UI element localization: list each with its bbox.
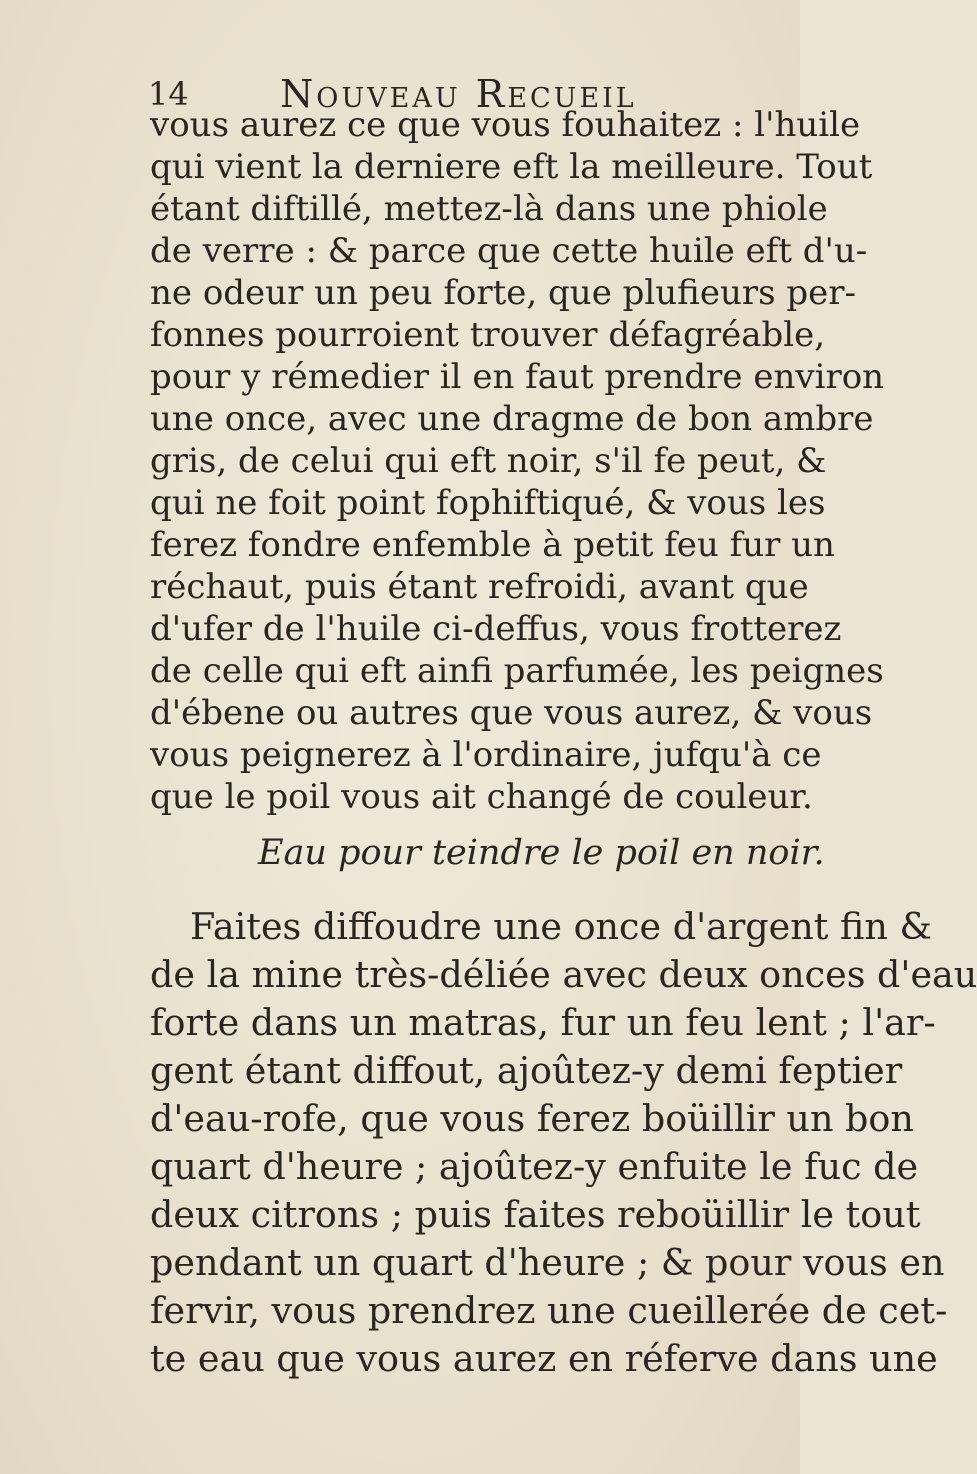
text-line: étant diftillé, mettez-là dans une phiole: [150, 189, 828, 229]
text-line: Faites diffoudre une once d'argent fin &: [190, 905, 932, 948]
text-line: qui vient la derniere eft la meilleure. Tout: [150, 147, 873, 187]
text-line: d'ébene ou autres que vous aurez, & vous: [150, 693, 873, 733]
text-line: pour y rémedier il en faut prendre environ: [150, 357, 885, 397]
text-line: gris, de celui qui eft noir, s'il fe peut, &: [150, 441, 827, 481]
text-line: fervir, vous prendrez une cueillerée de cet-: [150, 1289, 948, 1332]
text-line: d'ufer de l'huile ci-deffus, vous frotterez: [150, 609, 842, 649]
text-line: ferez fondre enfemble à petit feu fur un: [150, 525, 835, 565]
text-line: fonnes pourroient trouver défagréable,: [150, 315, 826, 355]
text-line: ne odeur un peu forte, que plufieurs per-: [150, 273, 856, 313]
text-line: réchaut, puis étant refroidi, avant que: [150, 567, 809, 607]
text-line: quart d'heure ; ajoûtez-y enfuite le fuc de: [150, 1145, 919, 1188]
text-line: gent étant diffout, ajoûtez-y demi feptier: [150, 1049, 903, 1092]
text-line: que le poil vous ait changé de couleur.: [150, 777, 813, 817]
running-title: Nouveau Recueil: [280, 72, 637, 116]
text-line: qui ne foit point fophiftiqué, & vous les: [150, 483, 826, 523]
text-line: deux citrons ; puis faites reboüillir le tout: [150, 1193, 921, 1236]
text-line: de celle qui eft ainfi parfumée, les peignes: [150, 651, 884, 691]
text-line: pendant un quart d'heure ; & pour vous en: [150, 1241, 945, 1284]
text-line: d'eau-rofe, que vous ferez boüillir un bon: [150, 1097, 914, 1140]
text-line: forte dans un matras, fur un feu lent ; l'ar-: [150, 1001, 936, 1044]
text-line: vous aurez ce que vous fouhaitez : l'huile: [150, 105, 861, 145]
text-line: te eau que vous aurez en réferve dans une: [150, 1337, 938, 1380]
text-line: une once, avec une dragme de bon ambre: [150, 399, 874, 439]
section-heading: Eau pour teindre le poil en noir.: [258, 833, 825, 873]
page-number: 14: [148, 75, 189, 113]
text-line: de verre : & parce que cette huile eft d'u-: [150, 231, 868, 271]
text-line: vous peignerez à l'ordinaire, jufqu'à ce: [150, 735, 822, 775]
text-line: de la mine très-déliée avec deux onces d'eau: [150, 953, 977, 996]
